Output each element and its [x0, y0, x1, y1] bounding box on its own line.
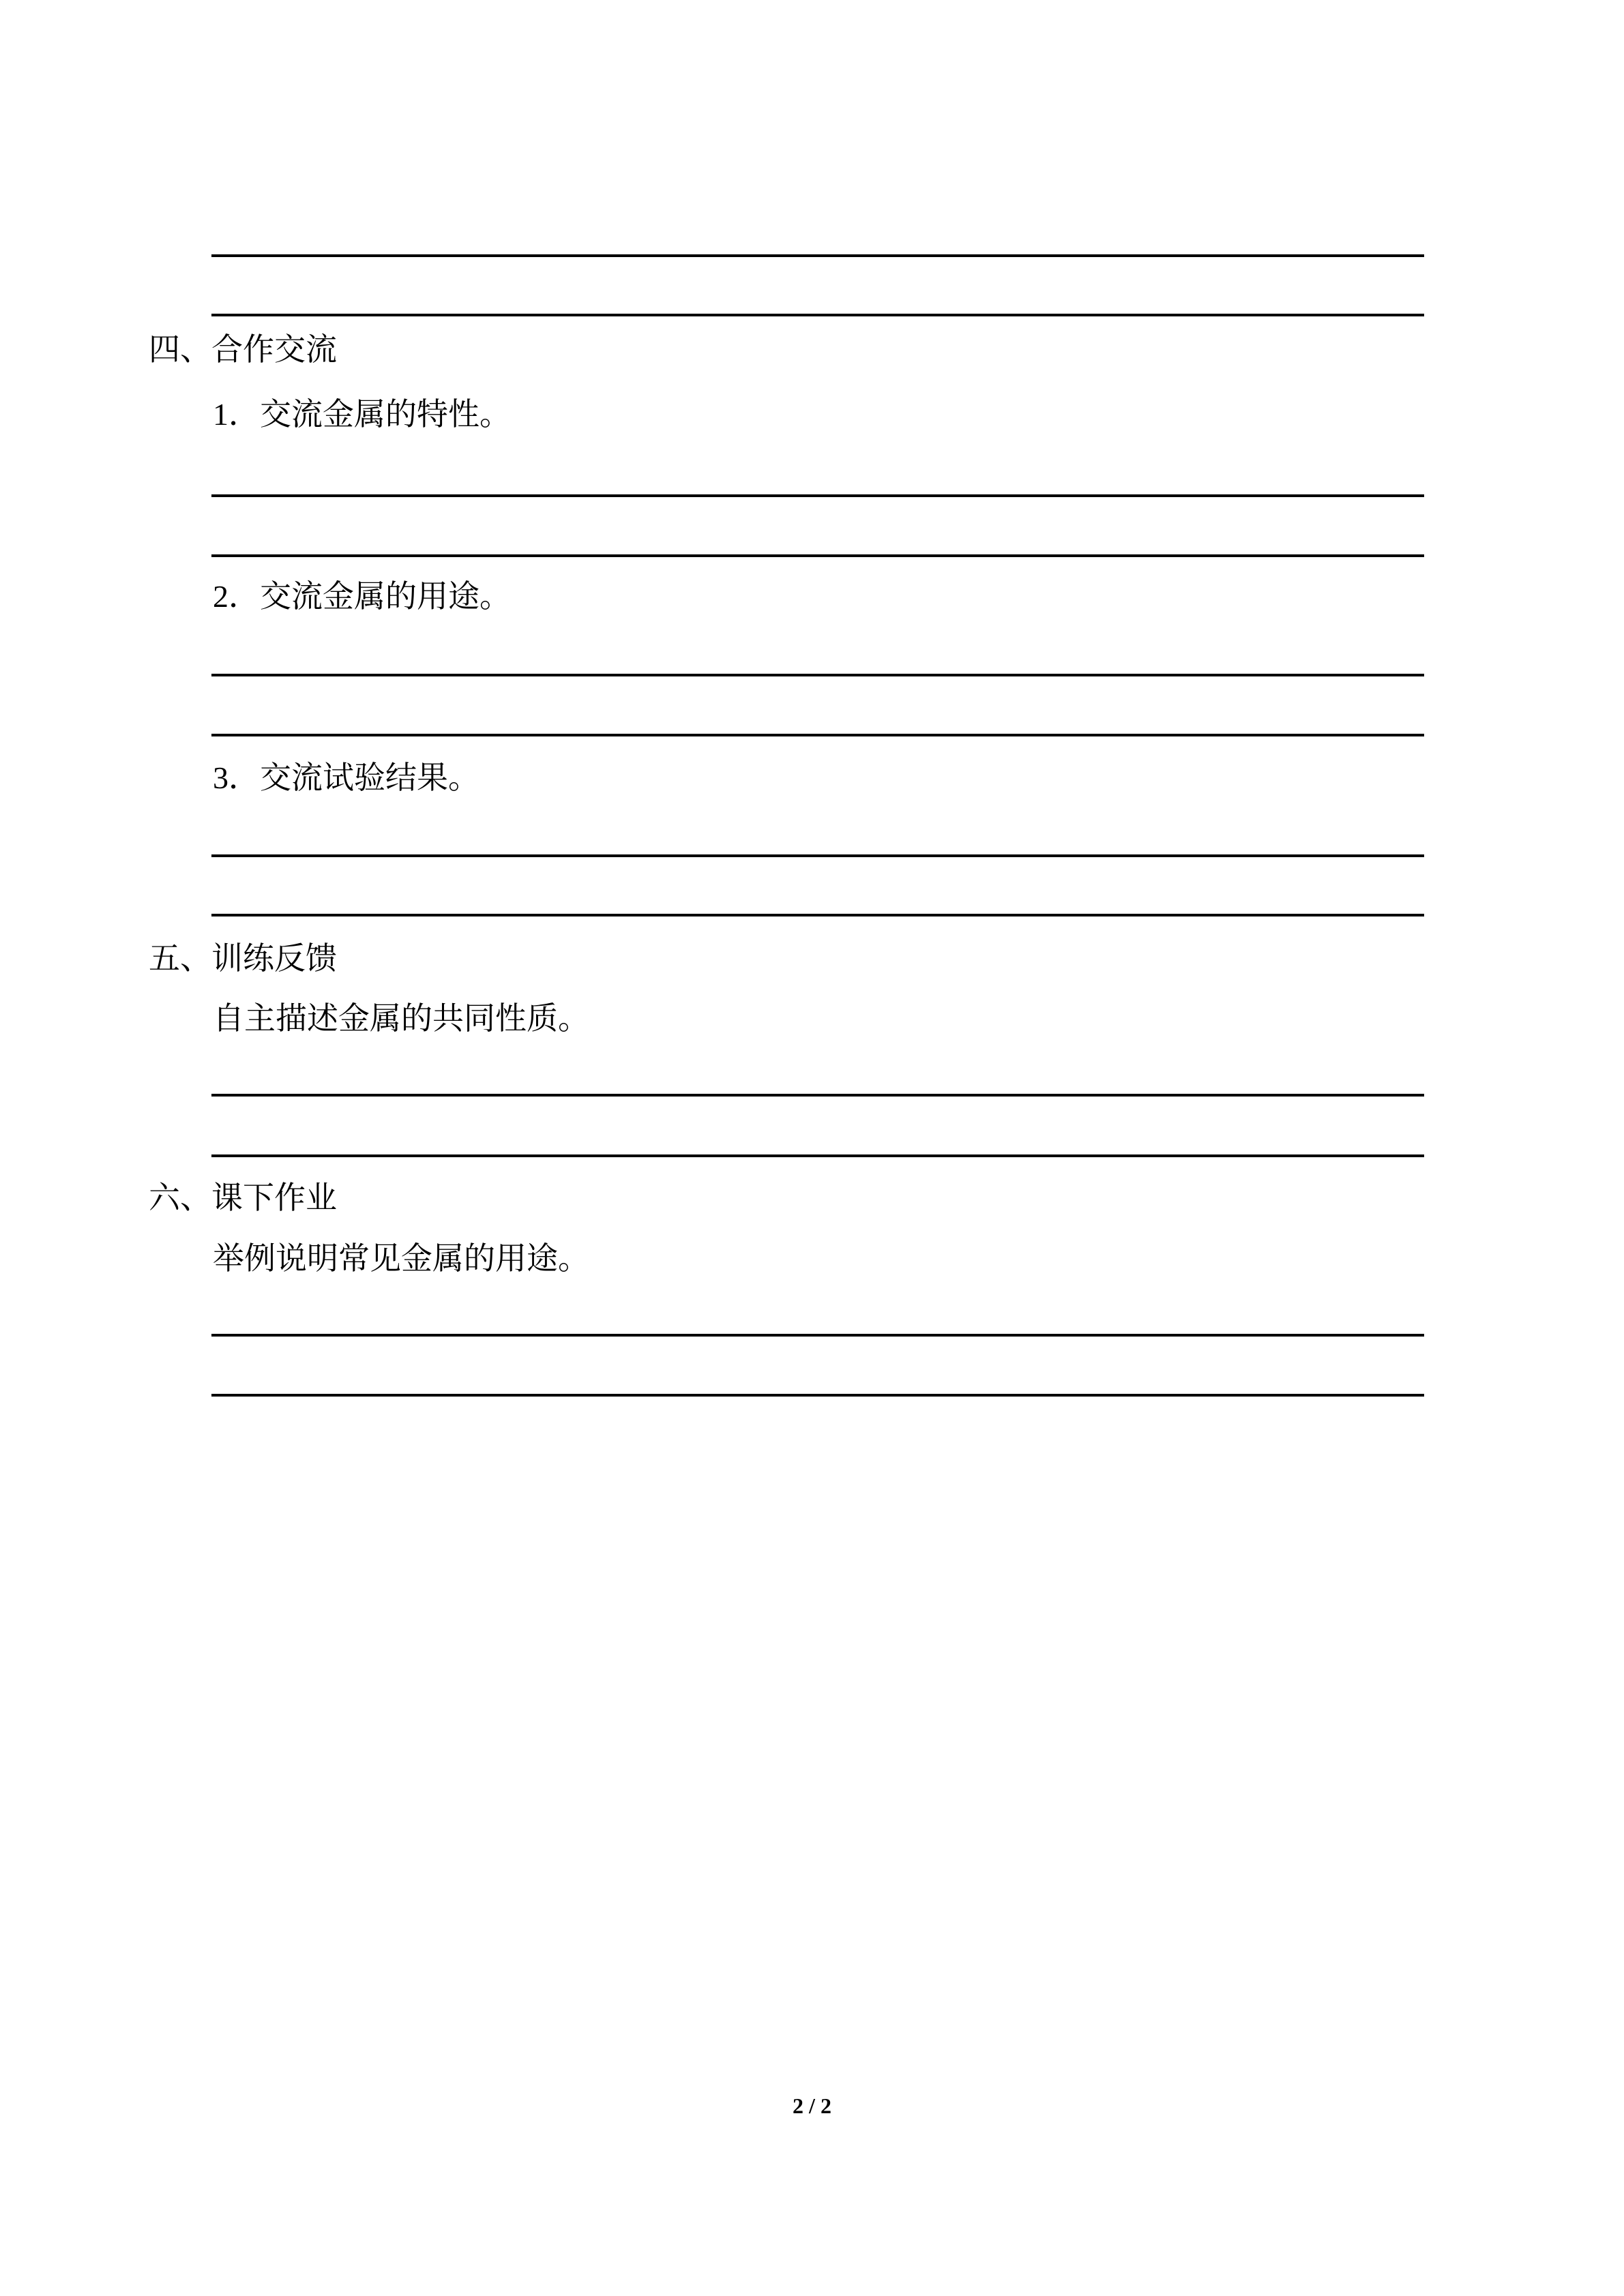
section-heading: 四、合作交流 [149, 332, 337, 367]
answer-blank-line [211, 674, 1424, 676]
answer-blank-line [211, 914, 1424, 916]
answer-blank-line [211, 1094, 1424, 1097]
answer-blank-line [211, 854, 1424, 857]
list-item: 2．交流金属的用途。 [213, 579, 511, 614]
answer-blank-line [211, 1154, 1424, 1157]
answer-blank-line [211, 554, 1424, 557]
list-item: 1．交流金属的特性。 [213, 397, 511, 432]
page-number: 2 / 2 [793, 2093, 831, 2118]
answer-blank-line [211, 734, 1424, 736]
answer-blank-line [211, 314, 1424, 316]
answer-blank-line [211, 1394, 1424, 1397]
answer-blank-line [211, 494, 1424, 497]
section-heading: 五、训练反馈 [149, 941, 337, 976]
list-item: 3．交流试验结果。 [213, 760, 479, 795]
answer-blank-line [211, 1334, 1424, 1337]
body-text: 举例说明常见金属的用途。 [213, 1241, 589, 1276]
section-heading: 六、课下作业 [149, 1180, 337, 1215]
body-text: 自主描述金属的共同性质。 [213, 1001, 589, 1036]
answer-blank-line [211, 254, 1424, 257]
